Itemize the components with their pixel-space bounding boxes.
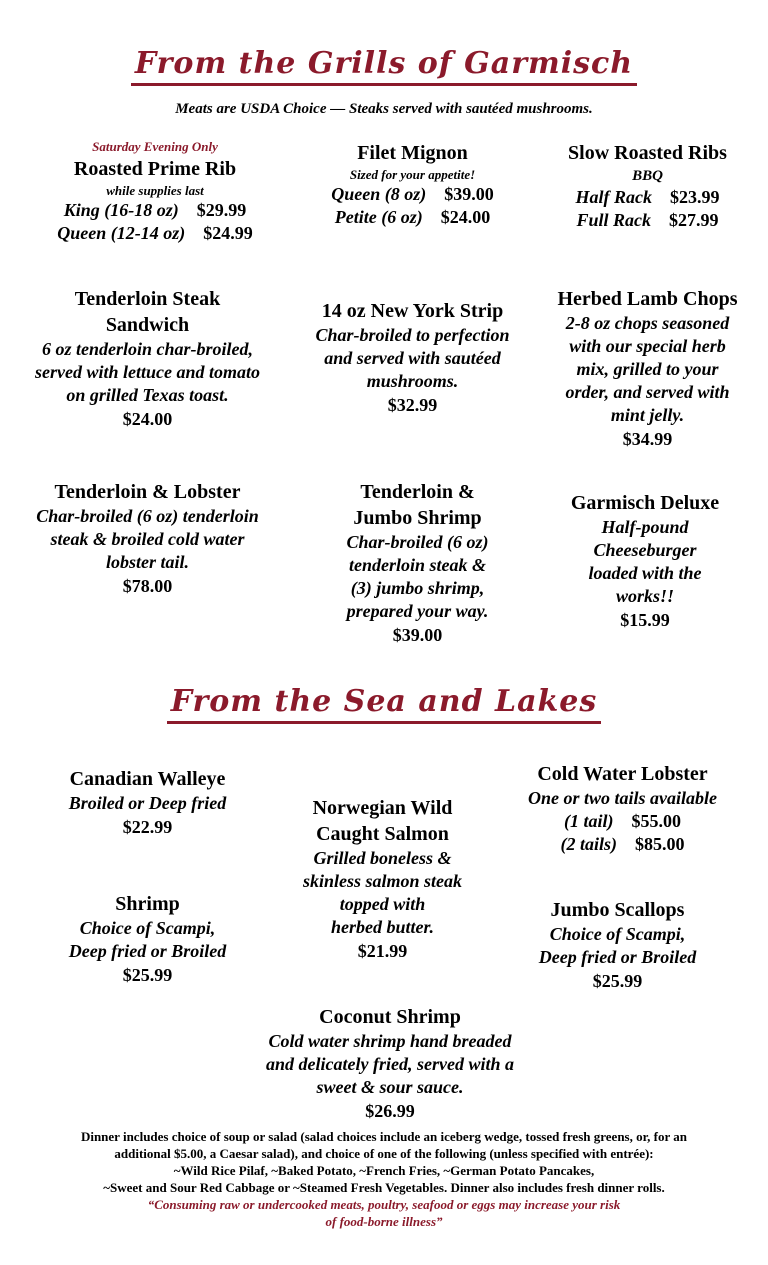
menu-item-filet-mignon [290, 140, 535, 229]
food-warning: of food-borne illness” [325, 1214, 443, 1229]
item-desc: works!! [615, 586, 675, 606]
item-desc: mint jelly. [610, 405, 685, 425]
food-warning: “Consuming raw or undercooked meats, poultry, seafood or eggs may increase your risk [147, 1197, 621, 1212]
item-price: $32.99 [387, 395, 438, 415]
menu-item-tenderloin-lobster [10, 479, 285, 598]
item-name: Canadian Walleye [69, 768, 226, 790]
item-desc: and delicately fried, served with a [266, 1054, 514, 1074]
item-desc: topped with [339, 894, 426, 914]
price-row: King (16-18 oz) $29.99 [63, 200, 247, 220]
item-name: Caught Salmon [316, 823, 449, 845]
item-desc: prepared your way. [346, 601, 489, 621]
sea-section-heading: From the Sea and Lakes [0, 684, 768, 719]
item-desc: Char-broiled (6 oz) tenderloin [36, 506, 259, 526]
price-row: Half Rack $23.99 [575, 187, 720, 207]
menu-item-prime-rib [20, 138, 290, 245]
item-name: Jumbo Shrimp [353, 507, 482, 529]
item-name: 14 oz New York Strip [321, 300, 504, 322]
item-name: Tenderloin Steak [74, 288, 221, 310]
item-name: Shrimp [115, 893, 180, 915]
item-price: $15.99 [620, 610, 670, 630]
footer-line: additional $5.00, a Caesar salad), and choice of one of the following (unless specified with entrée): [114, 1146, 654, 1161]
item-price: $25.99 [592, 971, 643, 991]
item-price: $25.99 [122, 965, 173, 985]
item-price: $21.99 [357, 941, 408, 961]
item-name: Slow Roasted Ribs [568, 142, 727, 164]
item-desc: Char-broiled to perfection [315, 325, 510, 345]
item-name: Tenderloin & [360, 481, 475, 503]
item-desc: mushrooms. [366, 371, 459, 391]
price-row: Petite (6 oz) $24.00 [334, 207, 491, 227]
menu-item-walleye [20, 766, 275, 839]
item-desc: order, and served with [565, 382, 730, 402]
item-price: $26.99 [365, 1101, 415, 1121]
item-desc: loaded with the [588, 563, 702, 583]
footer-line: ~Wild Rice Pilaf, ~Baked Potato, ~French Fries, ~German Potato Pancakes, [173, 1163, 595, 1178]
item-name: Coconut Shrimp [319, 1006, 461, 1028]
item-desc: Grilled boneless & [313, 848, 452, 868]
item-price: $34.99 [622, 429, 673, 449]
price-row: Full Rack $27.99 [576, 210, 719, 230]
item-name: Herbed Lamb Chops [557, 288, 738, 310]
item-desc: steak & broiled cold water [50, 529, 245, 549]
item-name: Cold Water Lobster [537, 763, 708, 785]
menu-item-lobster [495, 761, 750, 856]
item-note: BBQ [632, 168, 663, 184]
grill-subnote: Meats are USDA Choice — Steaks served with sautéed mushrooms. [175, 101, 593, 117]
item-desc: Cheeseburger [593, 540, 697, 560]
item-name: Filet Mignon [357, 142, 468, 164]
footer-line: Dinner includes choice of soup or salad (salad choices include an iceberg wedge, tossed fresh greens, or, for an [80, 1129, 688, 1144]
menu-item-tenderloin-shrimp [290, 479, 545, 647]
item-desc: One or two tails available [528, 788, 717, 808]
menu-item-garmisch-deluxe [540, 490, 750, 632]
menu-item-tenderloin-sandwich [10, 286, 285, 431]
menu-item-coconut-shrimp [230, 1004, 550, 1123]
item-desc: 6 oz tenderloin char-broiled, [41, 339, 253, 359]
item-price: $39.00 [392, 625, 443, 645]
item-desc: Choice of Scampi, [549, 924, 686, 944]
item-desc: 2-8 oz chops seasoned [565, 313, 730, 333]
item-desc: with our special herb [569, 336, 726, 356]
item-name: Roasted Prime Rib [73, 158, 237, 180]
dinner-footer [10, 1128, 758, 1230]
item-desc: Char-broiled (6 oz) [346, 532, 489, 552]
price-row: (2 tails) $85.00 [560, 834, 685, 854]
item-tag: Saturday Evening Only [92, 139, 218, 154]
item-desc: skinless salmon steak [302, 871, 463, 891]
item-desc: Deep fried or Broiled [68, 941, 227, 961]
item-name: Norwegian Wild [312, 797, 453, 819]
menu-item-ribs [535, 140, 760, 232]
item-desc: Broiled or Deep fried [68, 793, 227, 813]
item-desc: Cold water shrimp hand breaded [268, 1031, 512, 1051]
grill-section-heading: From the Grills of Garmisch [0, 46, 768, 81]
item-desc: Deep fried or Broiled [538, 947, 697, 967]
menu-item-scallops [505, 897, 730, 993]
item-price: $22.99 [122, 817, 173, 837]
price-row: Queen (8 oz) $39.00 [331, 184, 494, 204]
item-desc: Half-pound [601, 517, 689, 537]
item-note: Sized for your appetite! [349, 167, 476, 182]
item-name: Tenderloin & Lobster [54, 481, 241, 503]
item-desc: lobster tail. [105, 552, 189, 572]
menu-item-lamb-chops [530, 286, 765, 451]
item-desc: and served with sautéed [324, 348, 501, 368]
item-name: Jumbo Scallops [550, 899, 685, 921]
item-desc: Choice of Scampi, [79, 918, 216, 938]
price-row: Queen (12-14 oz) $24.99 [57, 223, 253, 243]
menu-item-ny-strip [290, 298, 535, 417]
item-desc: tenderloin steak & [348, 555, 486, 575]
item-note: while supplies last [106, 183, 204, 198]
menu-item-shrimp [30, 891, 265, 987]
item-price: $78.00 [122, 576, 173, 596]
item-name: Sandwich [105, 314, 190, 336]
item-desc: on grilled Texas toast. [66, 385, 229, 405]
item-desc: (3) jumbo shrimp, [350, 578, 485, 598]
item-price: $24.00 [122, 409, 173, 429]
item-desc: mix, grilled to your [576, 359, 719, 379]
price-row: (1 tail) $55.00 [564, 811, 681, 831]
menu-item-salmon [280, 795, 485, 963]
item-desc: herbed butter. [330, 917, 434, 937]
item-name: Garmisch Deluxe [570, 492, 720, 514]
item-desc: sweet & sour sauce. [316, 1077, 464, 1097]
item-desc: served with lettuce and tomato [35, 362, 260, 382]
footer-line: ~Sweet and Sour Red Cabbage or ~Steamed Fresh Vegetables. Dinner also includes fresh dinner rolls. [103, 1180, 665, 1195]
